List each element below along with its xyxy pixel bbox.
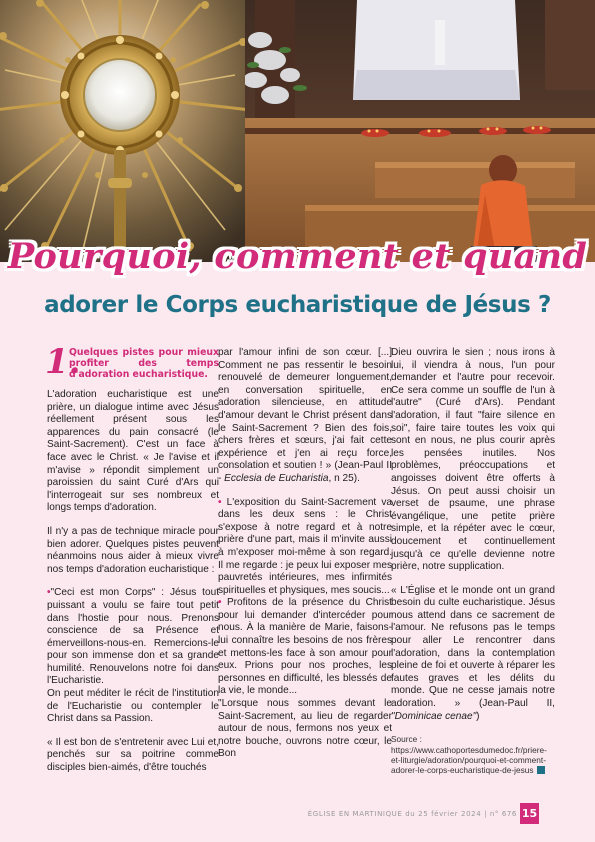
bullet-paragraph — [47, 587, 219, 688]
column-3 — [391, 347, 555, 776]
monstrance-illustration — [0, 0, 245, 262]
paragraph: "Lorsque nous sommes devant le Saint-Sacrement, au lieu de regarder autour de nous, fermons nos yeux et notre bouche, ouvrons notre cœur, le Bon — [218, 698, 392, 760]
citation-title: "Dominicae cenae" — [391, 710, 477, 722]
column-1 — [45, 342, 219, 775]
bullet-paragraph — [218, 597, 392, 698]
end-mark-icon — [537, 766, 545, 774]
citation-title: Ecclesia de Eucharistia — [224, 472, 329, 484]
bullet-text: Profitons de la présence du Christ pour lui demander d'intercéder pour nous. À la manière de Marie, faisons-lui connaître les besoins de nos frères et mettons-les face à son amour pour eux. Prions pour nos proches, les personnes en difficulté, les blessés de la vie, le monde... — [218, 597, 392, 697]
bullet-mark: • — [218, 496, 227, 508]
bullet-text: "Ceci est mon Corps" : Jésus tout puissant a voulu se faire tout petit dans l'hostie pour nous. Prenons conscience de sa Présence et émerveillons-nous-en. Remercions-le pour son immense don et sa grande humilité. Renouvelons notre foi dans l'Eucharistie. — [47, 587, 219, 687]
subtitle: adorer le Corps eucharistique de Jésus ? — [44, 292, 551, 318]
bullet-text: L'exposition du Saint-Sacrement va dans les deux sens : le Christ s'expose à notre regard et à notre prière d'une part, mais il m'invite aussi à m'exposer moi-même à son regard. Il me regarde : je peux lui exposer mes pauvretés intérieures, mes infirmités spirituelles et physiques, mes soucis... — [218, 496, 392, 596]
footer-publication: ÉGLISE EN MARTINIQUE du 25 février 2024 | n° 676 — [307, 810, 517, 818]
bullet-mark: • — [47, 587, 51, 599]
citation-end: , n 25). — [328, 472, 360, 484]
monstrance-photo — [0, 0, 245, 262]
bullet-paragraph — [218, 497, 392, 598]
chapel-photo — [245, 0, 595, 262]
paragraph-text: « L'Église et le monde ont un grand besoin du culte eucharistique. Jésus nous attend dans ce sacrement de l'amour. Ne refusons pas le temps pour aller Le rencontrer dans l'adoration, dans la contemplation pleine de foi et ouverte à réparer les fautes graves et les délits du monde. Que ne cesse jamais notre adoration. » (Jean-Paul II, — [391, 584, 555, 710]
paragraph-text: par l'amour infini de son cœur. [...] Comment ne pas ressentir le besoin renouvelé de demeurer longuement, en conversation spirituelle, en adoration silencieuse, en attitude d'amour devant le Christ présent dans le Saint-Sacrement ? Bien des fois, chers frères et sœurs, j'ai fait cette expérience et j'en ai reçu force, consolation et soutien ! » (Jean-Paul II - — [218, 347, 392, 484]
main-title: Pourquoi, comment et quand — [7, 236, 588, 277]
chapel-illustration — [245, 0, 595, 262]
section-header — [45, 342, 219, 389]
paragraph: Il n'y a pas de technique miracle pour bien adorer. Quelques pistes peuvent néanmoins nous aider à mieux vivre nos temps d'adoration eucharistique : — [47, 525, 219, 575]
paragraph: « Il est bon de s'entretenir avec Lui et, penchés sur sa poitrine comme disciples bien-aimés, d'être touchés — [47, 736, 219, 774]
paragraph: Dieu ouvrira le sien ; nous irons à lui, il viendra à nous, l'un pour demander et l'autre pour recevoir. Ce sera comme un souffle de l'un à l'autre" (Curé d'Ars). Pendant l'adoration, il faut "faire silence en soi", faire taire toutes les voix qui sont en nous, ne plus courir après les pensées inutiles. Nos problèmes, préoccupations et angoisses doivent être offerts à Jésus. On peut aussi choisir un verset de psaume, une phrase évangélique, une petite prière simple, et la répéter avec le cœur, doucement et continuellement jusqu'à ce qu'elle devienne notre prière, notre supplication. — [391, 347, 555, 573]
paragraph — [391, 585, 555, 724]
source-note — [391, 734, 555, 776]
source-link[interactable]: Source : https://www.cathoportesdumedoc.fr/priere-et-liturgie/adoration/pourquoi-et-comment-adorer-le-corps-eucharistique-de-jesus — [391, 734, 547, 776]
citation-end: ) — [476, 710, 480, 722]
section-heading: Quelques pistes pour mieux profiter des temps d'adoration eucharistique. — [69, 347, 219, 380]
column-2 — [218, 347, 392, 761]
paragraph: L'adoration eucharistique est une prière, un dialogue intime avec Jésus réellement présent sous les apparences du pain consacré (le Saint-Sacrement). C'est un face à face avec le Christ. « Je l'avise et il m'avise » répondit simplement un paroissien du saint Curé d'Ars qui l'interrogeait sur ses nombreux et longs temps d'adoration. — [47, 389, 219, 514]
bullet-mark: • — [218, 597, 227, 609]
paragraph: On peut méditer le récit de l'institution de l'Eucharistie ou contempler le Christ dans sa Passion. — [47, 688, 219, 725]
page-number: 15 — [520, 803, 539, 824]
paragraph — [218, 347, 392, 486]
section-number: 1. — [45, 342, 81, 382]
